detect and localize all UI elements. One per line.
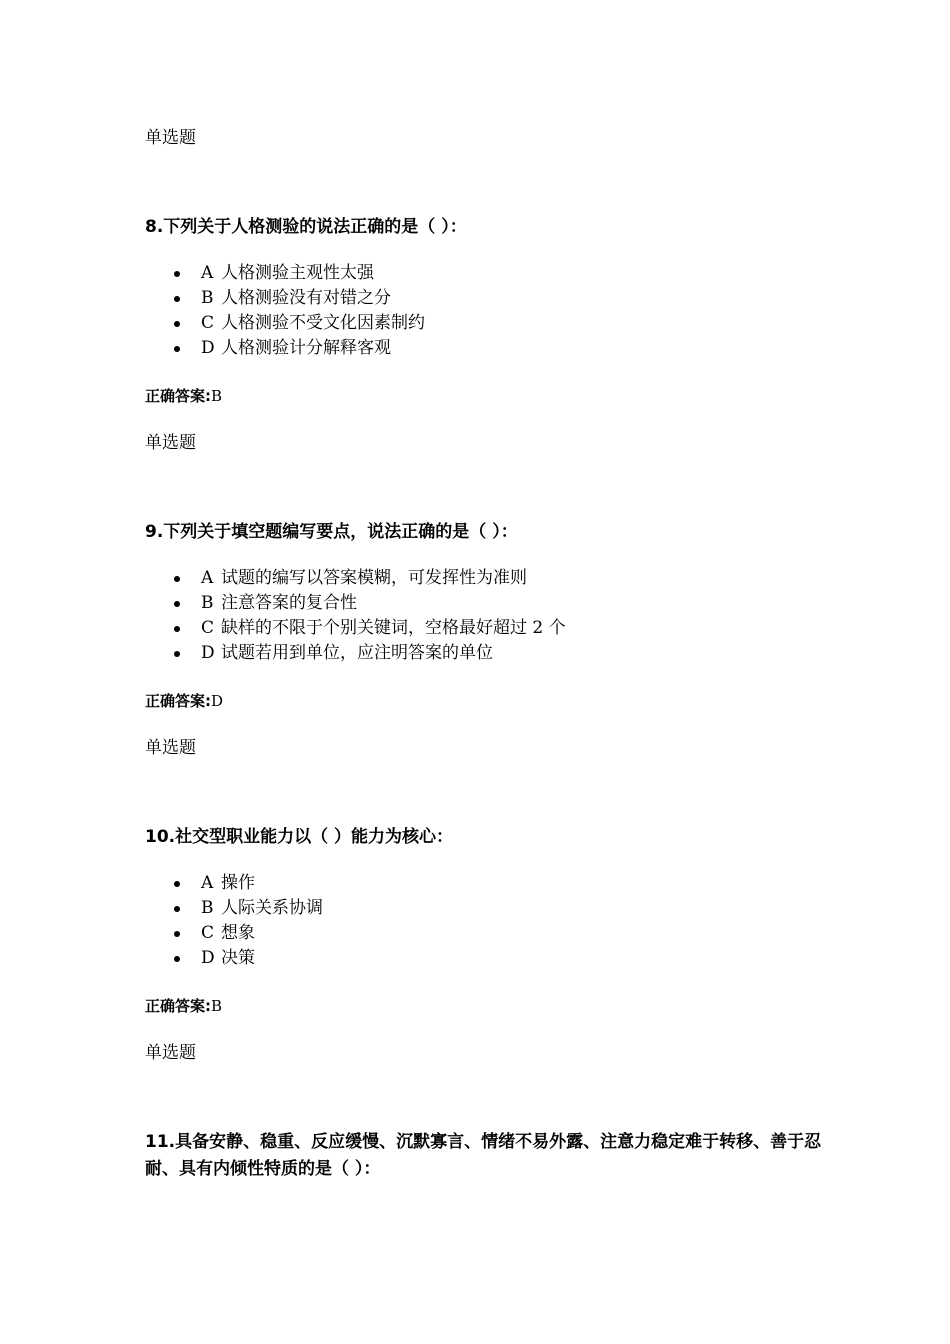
option-text: 决策: [221, 948, 255, 968]
option-text: 人格测验主观性太强: [221, 263, 374, 283]
option-a: [145, 871, 323, 896]
option-letter: B: [201, 288, 214, 308]
bullet-icon: [174, 321, 180, 327]
option-letter: B: [201, 593, 214, 613]
bullet-icon: [174, 881, 180, 887]
question-type-label: 单选题: [145, 738, 196, 758]
option-d: [145, 336, 425, 361]
bullet-icon: [174, 906, 180, 912]
option-letter: A: [201, 568, 214, 588]
answer-value: B: [211, 387, 223, 405]
bullet-icon: [174, 296, 180, 302]
option-a: [145, 566, 566, 591]
question-8-options: [145, 261, 425, 361]
option-letter: A: [201, 873, 214, 893]
option-text: 想象: [221, 923, 255, 943]
option-letter: A: [201, 263, 214, 283]
answer-9: [145, 690, 223, 712]
answer-label: 正确答案:: [145, 692, 211, 710]
option-a: [145, 261, 425, 286]
question-9-options: [145, 566, 566, 666]
answer-label: 正确答案:: [145, 997, 211, 1015]
option-c: [145, 616, 566, 641]
option-letter: D: [201, 338, 215, 358]
answer-8: [145, 385, 222, 407]
option-letter: C: [201, 923, 215, 943]
option-letter: D: [201, 643, 215, 663]
option-text: 试题若用到单位，应注明答案的单位: [221, 643, 493, 663]
question-type-label: 单选题: [145, 433, 196, 453]
answer-value: B: [211, 997, 223, 1015]
option-text: 操作: [221, 873, 255, 893]
option-letter: D: [201, 948, 215, 968]
option-text: 缺样的不限于个别关键词，空格最好超过 2 个: [221, 618, 566, 638]
option-b: [145, 286, 425, 311]
option-d: [145, 641, 566, 666]
question-10: 10.社交型职业能力以（ ）能力为核心：: [145, 827, 454, 847]
bullet-icon: [174, 956, 180, 962]
question-type-label: 单选题: [145, 1043, 196, 1063]
option-b: [145, 591, 566, 616]
option-letter: C: [201, 313, 215, 333]
bullet-icon: [174, 601, 180, 607]
answer-10: [145, 995, 222, 1017]
question-9: 9.下列关于填空题编写要点，说法正确的是（ ）：: [145, 522, 518, 542]
option-c: [145, 921, 323, 946]
answer-label: 正确答案:: [145, 387, 211, 405]
bullet-icon: [174, 346, 180, 352]
question-8: 8.下列关于人格测验的说法正确的是（ ）：: [145, 217, 467, 237]
question-type-label: 单选题: [145, 128, 196, 148]
answer-value: D: [211, 692, 224, 710]
option-c: [145, 311, 425, 336]
bullet-icon: [174, 626, 180, 632]
option-letter: C: [201, 618, 215, 638]
option-text: 人格测验没有对错之分: [221, 288, 391, 308]
option-text: 注意答案的复合性: [221, 593, 357, 613]
bullet-icon: [174, 271, 180, 277]
bullet-icon: [174, 576, 180, 582]
option-text: 人格测验不受文化因素制约: [221, 313, 425, 333]
bullet-icon: [174, 931, 180, 937]
option-text: 试题的编写以答案模糊，可发挥性为准则: [221, 568, 527, 588]
option-b: [145, 896, 323, 921]
option-letter: B: [201, 898, 214, 918]
option-text: 人际关系协调: [221, 898, 323, 918]
option-text: 人格测验计分解释客观: [221, 338, 391, 358]
bullet-icon: [174, 651, 180, 657]
question-10-options: [145, 871, 323, 971]
question-11: 11.具备安静、稳重、反应缓慢、沉默寡言、情绪不易外露、注意力稳定难于转移、善于忍耐、具有内倾性特质的是（ ）：: [145, 1132, 822, 1179]
option-d: [145, 946, 323, 971]
